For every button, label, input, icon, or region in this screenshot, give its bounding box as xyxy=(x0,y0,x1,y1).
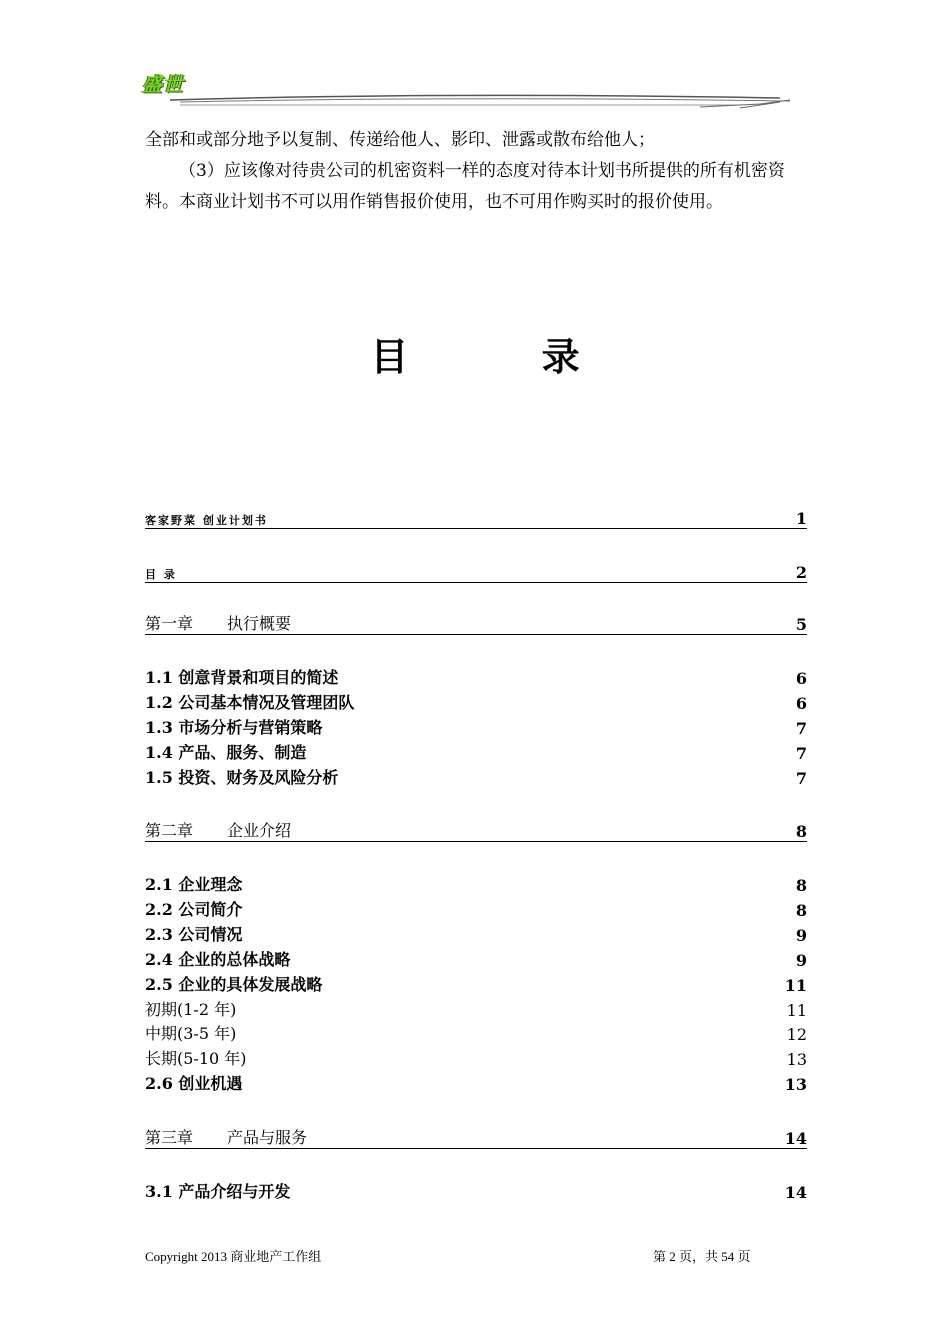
toc-entry-label: 1.3 市场分析与营销策略 xyxy=(145,718,323,737)
toc-entry[interactable] xyxy=(145,871,807,895)
toc-entry[interactable] xyxy=(145,714,807,738)
toc-chapter-number: 第三章 xyxy=(145,1128,194,1147)
toc-entry-label: 2.4 企业的总体战略 xyxy=(145,950,291,969)
toc-entry[interactable] xyxy=(145,1070,807,1094)
toc-entry-label: 2.1 企业理念 xyxy=(145,875,243,894)
toc-entry-page: 8 xyxy=(795,901,807,920)
toc-entry-page: 13 xyxy=(786,1050,807,1069)
toc-chapter-entry[interactable] xyxy=(145,610,807,635)
toc-entry[interactable] xyxy=(145,896,807,920)
toc-entry-label: 2.5 企业的具体发展战略 xyxy=(145,975,323,994)
toc-entry-label: 长期(5-10 年) xyxy=(145,1049,247,1068)
toc-entry-page: 14 xyxy=(784,1183,807,1202)
toc-chapter-entry[interactable] xyxy=(145,1124,807,1149)
toc-entry[interactable] xyxy=(145,739,807,763)
toc-entry[interactable] xyxy=(145,1020,807,1044)
toc-entry-page: 8 xyxy=(795,876,807,895)
body-paragraph-2: （3）应该像对待贵公司的机密资料一样的态度对待本计划书所提供的所有机密资料。本商业计划书不可以用作销售报价使用，也不可用作购买时的报价使用。 xyxy=(145,161,785,212)
toc-entry-label: 客家野菜 创业计划书 xyxy=(145,514,268,527)
toc-entry-page: 1 xyxy=(795,509,807,528)
toc-entry[interactable] xyxy=(145,558,807,583)
header-decorative-rule xyxy=(140,88,810,112)
toc-entry-page: 6 xyxy=(795,694,807,713)
toc-entry[interactable] xyxy=(145,1178,807,1202)
toc-entry-label: 1.4 产品、服务、制造 xyxy=(145,743,307,762)
toc-chapter-title: 执行概要 xyxy=(227,614,292,633)
toc-entry-page: 8 xyxy=(795,822,807,841)
toc-entry-page: 14 xyxy=(784,1129,807,1148)
toc-entry-page: 7 xyxy=(795,769,807,788)
toc-chapter-number: 第一章 xyxy=(145,614,194,633)
toc-entry-label: 目 录 xyxy=(145,568,177,581)
toc-entry-label: 3.1 产品介绍与开发 xyxy=(145,1182,291,1201)
toc-entry-page: 11 xyxy=(784,976,807,995)
toc-entry-page: 2 xyxy=(795,563,807,582)
toc-entry-label: 1.2 公司基本情况及管理团队 xyxy=(145,693,355,712)
toc-chapter-entry[interactable] xyxy=(145,817,807,842)
toc-entry[interactable] xyxy=(145,689,807,713)
toc-entry[interactable] xyxy=(145,971,807,995)
toc-entry-page: 13 xyxy=(784,1075,807,1094)
toc-entry[interactable] xyxy=(145,1045,807,1069)
toc-entry-page: 7 xyxy=(795,744,807,763)
toc-title: 目 录 xyxy=(370,335,640,379)
toc-entry-label: 1.5 投资、财务及风险分析 xyxy=(145,768,339,787)
toc-entry-page: 11 xyxy=(786,1001,807,1020)
toc-entry-label: 2.6 创业机遇 xyxy=(145,1074,243,1093)
toc-chapter-title: 企业介绍 xyxy=(227,821,292,840)
toc-entry[interactable] xyxy=(145,946,807,970)
toc-entry-label: 中期(3-5 年) xyxy=(145,1024,237,1043)
toc-entry-label: 1.1 创意背景和项目的简述 xyxy=(145,668,339,687)
toc-entry-label: 2.3 公司情况 xyxy=(145,925,243,944)
toc-entry[interactable] xyxy=(145,504,807,529)
toc-entry-page: 7 xyxy=(795,719,807,738)
footer-copyright: Copyright 2013 商业地产工作组 xyxy=(145,1249,322,1264)
footer-page-number: 第 2 页，共 54 页 xyxy=(653,1249,751,1264)
toc-entry[interactable] xyxy=(145,764,807,788)
company-logo: 盛世 xyxy=(142,72,184,96)
toc-chapter-title: 产品与服务 xyxy=(227,1128,308,1147)
toc-entry-label: 初期(1-2 年) xyxy=(145,1000,237,1019)
toc-chapter-number: 第二章 xyxy=(145,821,194,840)
toc-entry[interactable] xyxy=(145,921,807,945)
toc-entry-page: 12 xyxy=(786,1025,807,1044)
toc-entry[interactable] xyxy=(145,664,807,688)
toc-entry-page: 5 xyxy=(795,615,807,634)
toc-entry-page: 9 xyxy=(795,951,807,970)
body-paragraph-1: 全部和或部分地予以复制、传递给他人、影印、泄露或散布给他人； xyxy=(145,130,655,150)
toc-entry-label: 2.2 公司简介 xyxy=(145,900,243,919)
toc-entry[interactable] xyxy=(145,996,807,1020)
toc-entry-page: 9 xyxy=(795,926,807,945)
toc-entry-page: 6 xyxy=(795,669,807,688)
